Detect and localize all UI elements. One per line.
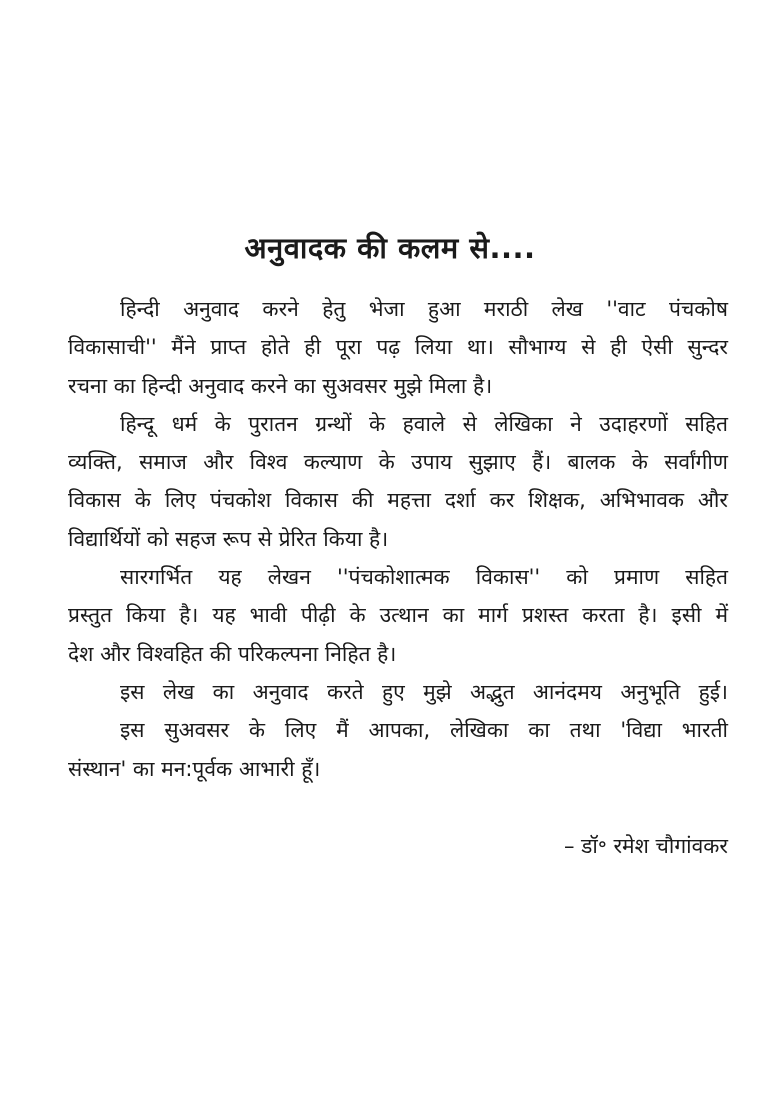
text-line: इस सुअवसर के लिए मैं आपका, लेखिका का तथा 'विद्या भारती	[120, 718, 728, 743]
text-line: विद्यार्थियों को सहज रूप से प्रेरित किया है।	[68, 526, 389, 551]
text-line: प्रस्तुत किया है। यह भावी पीढ़ी के उत्थान का मार्ग प्रशस्त करता है। इसी में	[68, 603, 728, 628]
author-signature: – डॉ॰ रमेश चौगांवकर	[563, 834, 728, 858]
text-line: हिन्दी अनुवाद करने हेतु भेजा हुआ मराठी लेख ''वाट पंचकोष	[120, 297, 728, 321]
paragraph-4	[68, 673, 728, 711]
text-line: देश और विश्वहित की परिकल्पना निहित है।	[68, 641, 397, 666]
text-line: संस्थान' का मन:पूर्वक आभारी हूँ।	[68, 756, 321, 781]
paragraph-3	[68, 558, 728, 673]
paragraph-1	[68, 290, 728, 405]
paragraph-2	[68, 405, 728, 558]
paragraph-5	[68, 711, 728, 788]
text-line: विकासाची'' मैंने प्राप्त होते ही पूरा पढ़ लिया था। सौभाग्य से ही ऐसी सुन्दर	[68, 335, 728, 360]
text-line: विकास के लिए पंचकोश विकास की महत्ता दर्शा कर शिक्षक, अभिभावक और	[68, 488, 728, 513]
document-body	[68, 290, 728, 788]
text-line: इस लेख का अनुवाद करते हुए मुझे अद्भुत आनंदमय अनुभूति हुई।	[120, 679, 728, 704]
page-title: अनुवादक की कलम से....	[244, 231, 536, 265]
text-line: सारगर्भित यह लेखन ''पंचकोशात्मक विकास'' को प्रमाण सहित	[120, 565, 728, 590]
text-line: रचना का हिन्दी अनुवाद करने का सुअवसर मुझे मिला है।	[68, 373, 493, 398]
text-line: व्यक्ति, समाज और विश्व कल्याण के उपाय सुझाए हैं। बालक के सर्वांगीण	[68, 450, 728, 475]
text-line: हिन्दू धर्म के पुरातन ग्रन्थों के हवाले से लेखिका ने उदाहरणों सहित	[120, 411, 728, 436]
